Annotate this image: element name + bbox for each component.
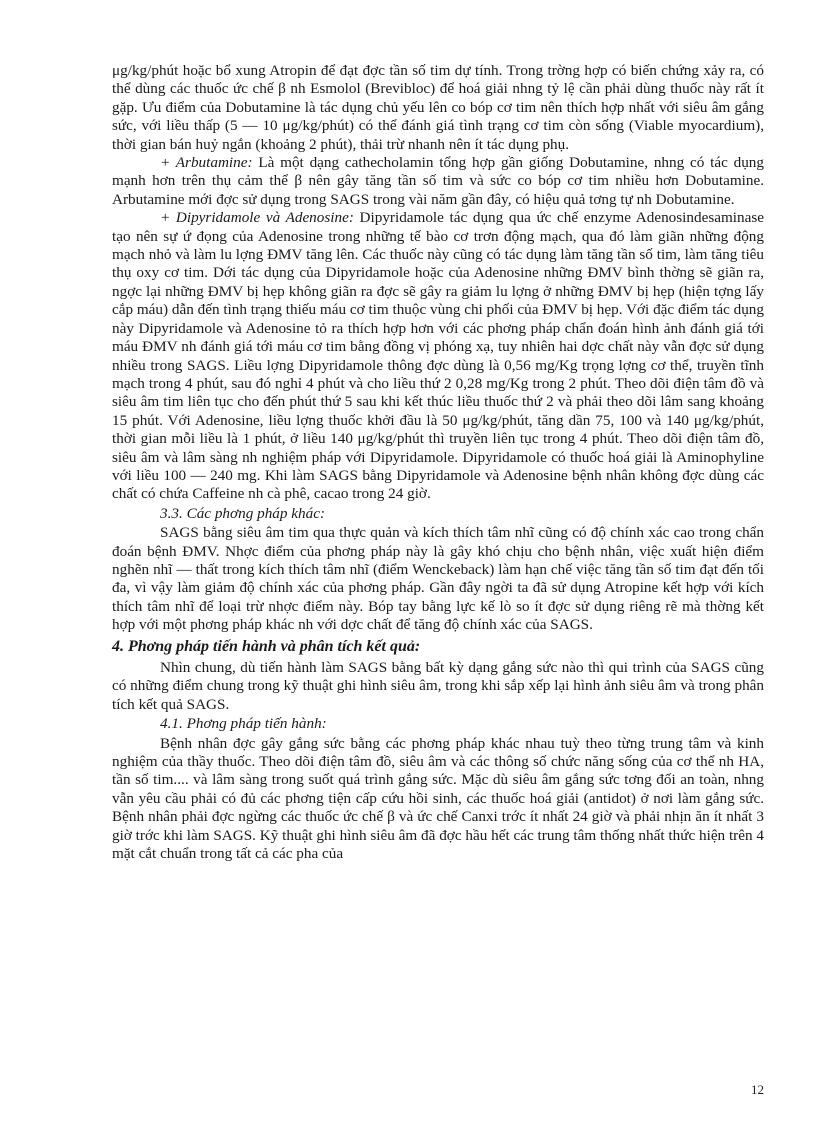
dipyridamole-lead: + Dipyridamole và Adenosine: xyxy=(160,209,354,227)
paragraph-dipyridamole xyxy=(112,209,764,504)
document-page xyxy=(112,62,764,863)
dipyridamole-text: Dipyridamole tác dụng qua ức chế enzyme Adenosindesaminase tạo nên sự ứ đọng của Adenosine trong những tế bào cơ trơn động mạch, qua đó làm giãn những động mạch nhỏ và làm lu lợng ĐMV tăng lên. Các thuốc này cũng có tác dụng làm tăng tần số tim, làm tăng tiêu thụ oxy cơ tim. Dới tác dụng của Dipyridamole hoặc của Adenosine những ĐMV bình thờng sẽ giãn ra, ngợc lại những ĐMV bị hẹp không giãn ra đợc sẽ gây ra giảm lu lợng ở những ĐMV bị hẹp (hiện tợng lấy cắp máu) dẫn đến tình trạng thiếu máu cơ tim thuộc vùng chi phối của ĐMV bị hẹp. Với đặc điểm tác dụng này Dipyridamole và Adenosine tỏ ra thích hợp hơn với các phơng pháp chẩn đoán hình ảnh đánh giá tới máu ĐMV nh đánh giá tới máu cơ tim bằng đồng vị phóng xạ, tuy nhiên hai dợc chất này vẫn đợc sử dụng nhiều trong SAGS. Liều lợng Dipyridamole thông đợc dùng là 0,56 mg/Kg trọng lợng cơ thể, truyền tĩnh mạch trong 4 phút, sau đó nghỉ 4 phút và cho liều thứ 2 0,28 mg/Kg trong 2 phút. Theo dõi điện tâm đồ và siêu âm tim liên tục cho đến phút thứ 5 sau khi kết thúc liều thuốc thứ 2 và phải theo dõi lâm sang khoảng 15 phút. Với Adenosine, liều lợng thuốc khởi đầu là 50 μg/kg/phút, tăng dần 75, 100 và 140 μg/kg/phút, thời gian mỗi liều là 1 phút, ở liều 140 μg/kg/phút thì truyền liên tục trong 4 phút. Theo dõi điện tâm đồ, siêu âm và lâm sàng nh nghiệm pháp với Dipyridamole. Dipyridamole có thuốc hoá giải là Aminophyline với liều 100 — 240 mg. Khi làm SAGS bằng Dipyridamole và Adenosine bệnh nhân không đợc dùng các chất có chứa Caffeine nh cà phê, cacao trong 24 giờ. xyxy=(112,209,764,503)
arbutamine-text: Là một dạng cathecholamin tổng hợp gần giống Dobutamine, nhng có tác dụng mạnh hơn trên thụ cảm thể β nên gây tăng tần số tim và sức co bóp cơ tim nhiều hơn Dobutamine. Arbutamine mới đợc sử dụng trong SAGS trong vài năm gần đây, có hiệu quả tơng tự nh Dobutamine. xyxy=(112,154,764,208)
paragraph-arbutamine xyxy=(112,154,764,209)
paragraph-general: Nhìn chung, dù tiến hành làm SAGS bằng bất kỳ dạng gắng sức nào thì qui trình của SAGS cũng có những điểm chung trong kỹ thuật ghi hình siêu âm, trong khi sắp xếp lại hình ảnh siêu âm và trong phân tích kết quả SAGS. xyxy=(112,659,764,713)
paragraph-other-methods: SAGS bằng siêu âm tim qua thực quản và kích thích tâm nhĩ cũng có độ chính xác cao trong chẩn đoán bệnh ĐMV. Nhợc điểm của phơng pháp này là gây khó chịu cho bệnh nhân, việc xuất hiện điểm nghẽn nhĩ — thất trong kích thích tâm nhĩ (điểm Wenckeback) làm hạn chế việc tăng tần số tim đạt đến tối đa, vì vậy làm giảm độ chính xác của phơng pháp. Gần đây ngời ta đã sử dụng Atropine kết hợp với kích thích tâm nhĩ để loại trừ nhợc điểm này. Bóp tay bằng lực kế lò so ít đợc sử dụng riêng rẽ mà thờng kết hợp với một phơng pháp khác nh với dợc chất để tăng độ chính xác của SAGS. xyxy=(112,524,764,634)
heading-3-3: 3.3. Các phơng pháp khác: xyxy=(160,504,326,522)
heading-4: 4. Phơng pháp tiến hành và phân tích kết quả: xyxy=(112,637,421,655)
arbutamine-lead: + Arbutamine: xyxy=(160,154,253,172)
paragraph-dobutamine-continued: μg/kg/phút hoặc bổ xung Atropin để đạt đợc tần số tim dự tính. Trong trờng hợp có biến chứng xảy ra, có thể dùng các thuốc ức chế β nh Esmolol (Brevibloc) để hoá giải nhng tỷ lệ cần phải dùng thuốc này rất ít gặp. Ưu điểm của Dobutamine là tác dụng chủ yếu lên co bóp cơ tim nên thích hợp nhất với siêu âm gắng sức, với liều thấp (5 — 10 μg/kg/phút) có thể đánh giá tình trạng cơ tim còn sống (Viable myocardium), thời gian bán huỷ ngắn (khoảng 2 phút), thải trừ nhanh nên ít tác dụng phụ. xyxy=(112,62,764,153)
heading-4-1: 4.1. Phơng pháp tiến hành: xyxy=(160,715,327,733)
paragraph-procedure: Bệnh nhân đợc gây gắng sức bằng các phơng pháp khác nhau tuỳ theo từng trung tâm và kinh nghiệm của thầy thuốc. Theo dõi điện tâm đồ, siêu âm và các thông số chức năng sống của cơ thể nh HA, tần số tim.... và lâm sàng trong suốt quá trình gắng sức. Mặc dù siêu âm gắng sức tơng đối an toàn, nhng vẫn yêu cầu phải có đủ các phơng tiện cấp cứu hồi sinh, các thuốc hoá giải (antidot) ở nơi làm gắng sức. Bệnh nhân phải đợc ngừng các thuốc ức chế β và ức chế Canxi trớc ít nhất 24 giờ và phải nhịn ăn ít nhất 3 giờ trớc khi làm SAGS. Kỹ thuật ghi hình siêu âm đã đợc hầu hết các trung tâm thống nhất thức hiện trên 4 mặt cắt chuẩn trong tất cả các pha của xyxy=(112,734,764,863)
page-number: 12 xyxy=(751,1082,764,1097)
